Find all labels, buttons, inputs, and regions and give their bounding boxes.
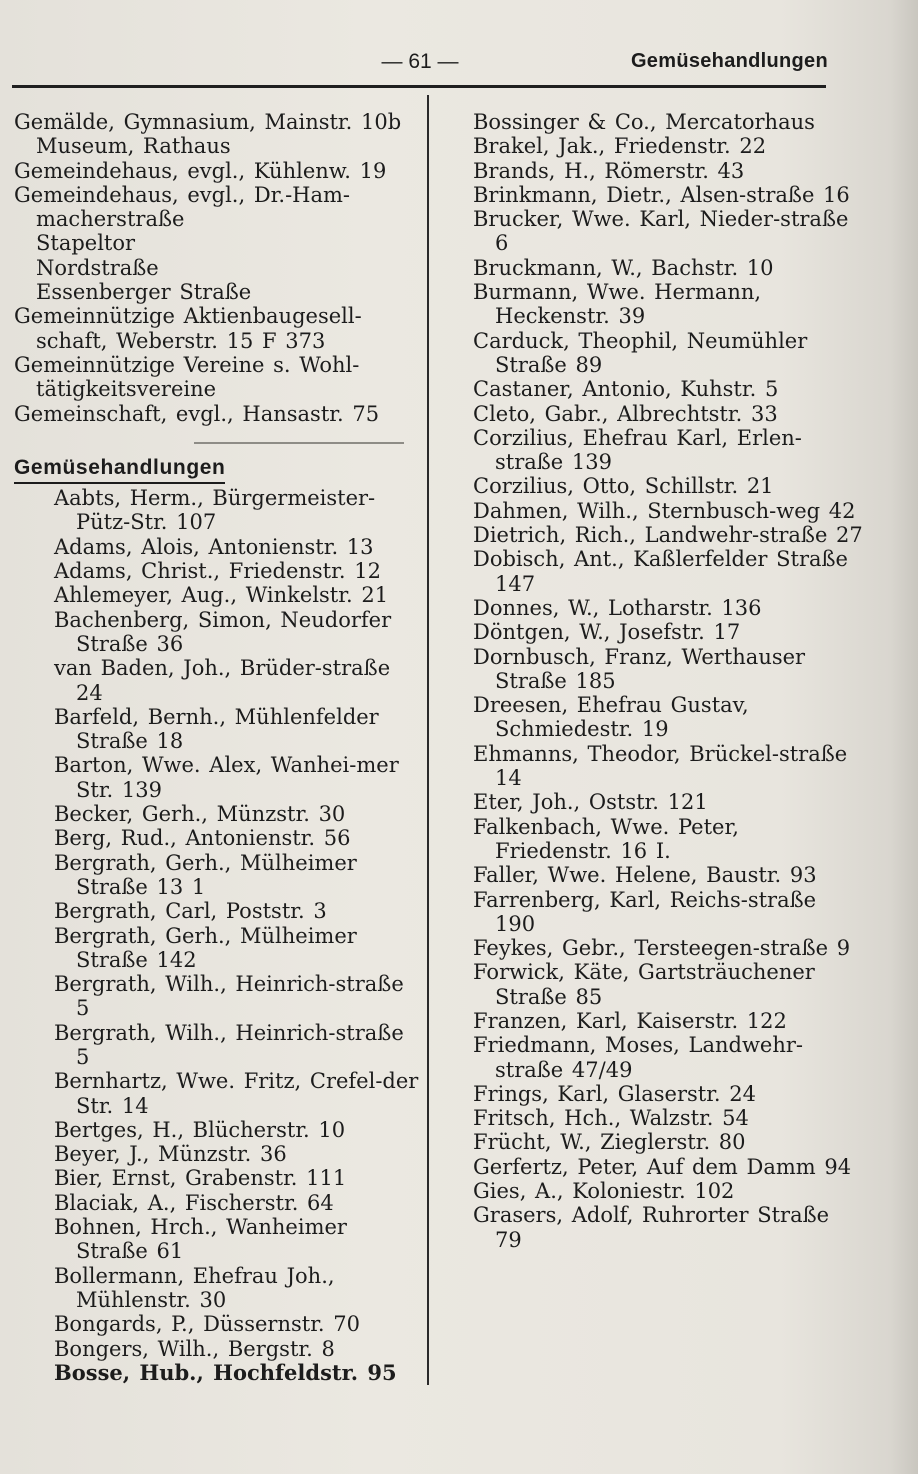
list-item: Bergrath, Gerh., Mülheimer Straße 13 1 [54, 850, 357, 899]
list-item: Dahmen, Wilh., Sternbusch-weg 42 [473, 498, 856, 523]
list-item: Bohnen, Hrch., Wanheimer Straße 61 [54, 1215, 347, 1264]
list-item: Bachenberg, Simon, Neudorfer Straße 36 [54, 607, 392, 656]
list-item: Castaner, Antonio, Kuhstr. 5 [473, 377, 779, 402]
list-item: Becker, Gerh., Münzstr. 30 [54, 802, 346, 827]
left-column [14, 110, 419, 1385]
list-item: Eter, Joh., Oststr. 121 [473, 790, 708, 815]
list-item: Bertges, H., Blücherstr. 10 [54, 1117, 346, 1142]
list-item: Bergrath, Carl, Poststr. 3 [54, 899, 327, 924]
list-item: Barton, Wwe. Alex, Wanhei-mer Str. 139 [54, 753, 399, 802]
list-item: Gemeindehaus, evgl., Dr.-Ham-macherstraße [14, 182, 351, 232]
list-item: Frings, Karl, Glaserstr. 24 [473, 1081, 757, 1106]
list-item: Dornbusch, Franz, Werthauser Straße 185 [473, 644, 806, 693]
list-item: Gemeindehaus, evgl., Kühlenw. 19 [14, 158, 387, 183]
list-item: Brucker, Wwe. Karl, Nieder-straße 6 [473, 207, 849, 256]
list-item: Franzen, Karl, Kaiserstr. 122 [473, 1008, 787, 1033]
list-item: Fritsch, Hch., Walzstr. 54 [473, 1106, 749, 1131]
right-column [473, 110, 863, 1252]
list-item: Gerfertz, Peter, Auf dem Damm 94 [473, 1154, 852, 1179]
list-item: Grasers, Adolf, Ruhrorter Straße 79 [473, 1203, 830, 1252]
list-item: Dreesen, Ehefrau Gustav, Schmiedestr. 19 [473, 693, 749, 742]
list-item: Bier, Ernst, Grabenstr. 111 [54, 1166, 347, 1191]
list-item: Adams, Christ., Friedenstr. 12 [54, 559, 381, 584]
list-item: Barfeld, Bernh., Mühlenfelder Straße 18 [54, 704, 379, 754]
column-divider [427, 95, 429, 1385]
list-item: Falkenbach, Wwe. Peter, Friedenstr. 16 I. [473, 814, 739, 863]
list-item: Brinkmann, Dietr., Alsen-straße 16 [473, 182, 850, 207]
list-item: Cleto, Gabr., Albrechtstr. 33 [473, 401, 778, 426]
list-item: Gemälde, Gymnasium, Mainstr. 10b [14, 110, 402, 134]
list-item: Museum, Rathaus [36, 134, 231, 159]
list-item: Forwick, Käte, Gartsträuchener Straße 85 [473, 960, 815, 1009]
list-item: Dietrich, Rich., Landwehr-straße 27 [473, 523, 863, 548]
list-item: Adams, Alois, Antonienstr. 13 [54, 534, 374, 559]
list-item: Bergrath, Wilh., Heinrich-straße 5 [54, 1020, 404, 1069]
list-item: Ehmanns, Theodor, Brückel-straße 14 [473, 741, 848, 791]
header-rule [12, 85, 826, 88]
list-item: Farrenberg, Karl, Reichs-straße 190 [473, 887, 817, 936]
list-item: Friedmann, Moses, Landwehr-straße 47/49 [473, 1033, 804, 1082]
list-item: Döntgen, W., Josefstr. 17 [473, 620, 741, 645]
list-item: Carduck, Theophil, Neumühler Straße 89 [473, 328, 808, 377]
list-item: Bergrath, Wilh., Heinrich-straße 5 [54, 972, 404, 1021]
list-item: Bosse, Hub., Hochfeldstr. 95 [54, 1359, 397, 1385]
list-item: Bossinger & Co., Mercatorhaus [473, 110, 815, 134]
list-item: Nordstraße [36, 255, 159, 280]
list-item: Gemeinschaft, evgl., Hansastr. 75 [14, 401, 380, 426]
section-title: Gemüsehandlungen [14, 456, 225, 484]
list-item: Dobisch, Ant., Kaßlerfelder Straße 147 [473, 547, 848, 596]
running-head: Gemüsehandlungen [630, 50, 828, 72]
section-separator [194, 442, 404, 444]
list-item: Burmann, Wwe. Hermann, Heckenstr. 39 [473, 280, 762, 329]
list-item: Bongards, P., Düssernstr. 70 [54, 1312, 360, 1337]
list-item: Corzilius, Ehefrau Karl, Erlen-straße 139 [473, 425, 802, 475]
list-item: Feykes, Gebr., Tersteegen-straße 9 [473, 936, 851, 961]
list-item: Bongers, Wilh., Bergstr. 8 [54, 1336, 335, 1361]
list-item: Bollermann, Ehefrau Joh., Mühlenstr. 30 [54, 1263, 335, 1312]
page-number: — 61 — [381, 50, 459, 73]
list-item: Corzilius, Otto, Schillstr. 21 [473, 474, 774, 499]
list-item: Gemeinnützige Aktienbaugesell-schaft, Weberstr. 15 F 373 [14, 304, 362, 353]
list-item: Bergrath, Gerh., Mülheimer Straße 142 [54, 923, 357, 972]
list-item: Gies, A., Koloniestr. 102 [473, 1179, 735, 1204]
list-item: Brands, H., Römerstr. 43 [473, 158, 745, 183]
list-item: Ahlemeyer, Aug., Winkelstr. 21 [54, 583, 389, 608]
list-item: Essenberger Straße [36, 280, 252, 305]
list-item: Berg, Rud., Antonienstr. 56 [54, 826, 351, 851]
left-entry-list [14, 486, 419, 1385]
list-item: Aabts, Herm., Bürgermeister-Pütz-Str. 107 [54, 486, 376, 535]
list-item: Frücht, W., Zieglerstr. 80 [473, 1130, 746, 1155]
left-top-list [14, 110, 419, 426]
list-item: Bruckmann, W., Bachstr. 10 [473, 255, 774, 280]
list-item: van Baden, Joh., Brüder-straße 24 [54, 656, 391, 705]
list-item: Beyer, J., Münzstr. 36 [54, 1142, 287, 1167]
list-item: Donnes, W., Lotharstr. 136 [473, 595, 762, 620]
list-item: Faller, Wwe. Helene, Baustr. 93 [473, 863, 817, 888]
list-item: Brakel, Jak., Friedenstr. 22 [473, 134, 767, 159]
list-item: Stapeltor [36, 231, 136, 256]
list-item: Blaciak, A., Fischerstr. 64 [54, 1190, 334, 1215]
list-item: Bernhartz, Wwe. Fritz, Crefel-der Str. 14 [54, 1069, 419, 1118]
list-item: Gemeinnützige Vereine s. Wohl-tätigkeitsvereine [14, 352, 360, 402]
